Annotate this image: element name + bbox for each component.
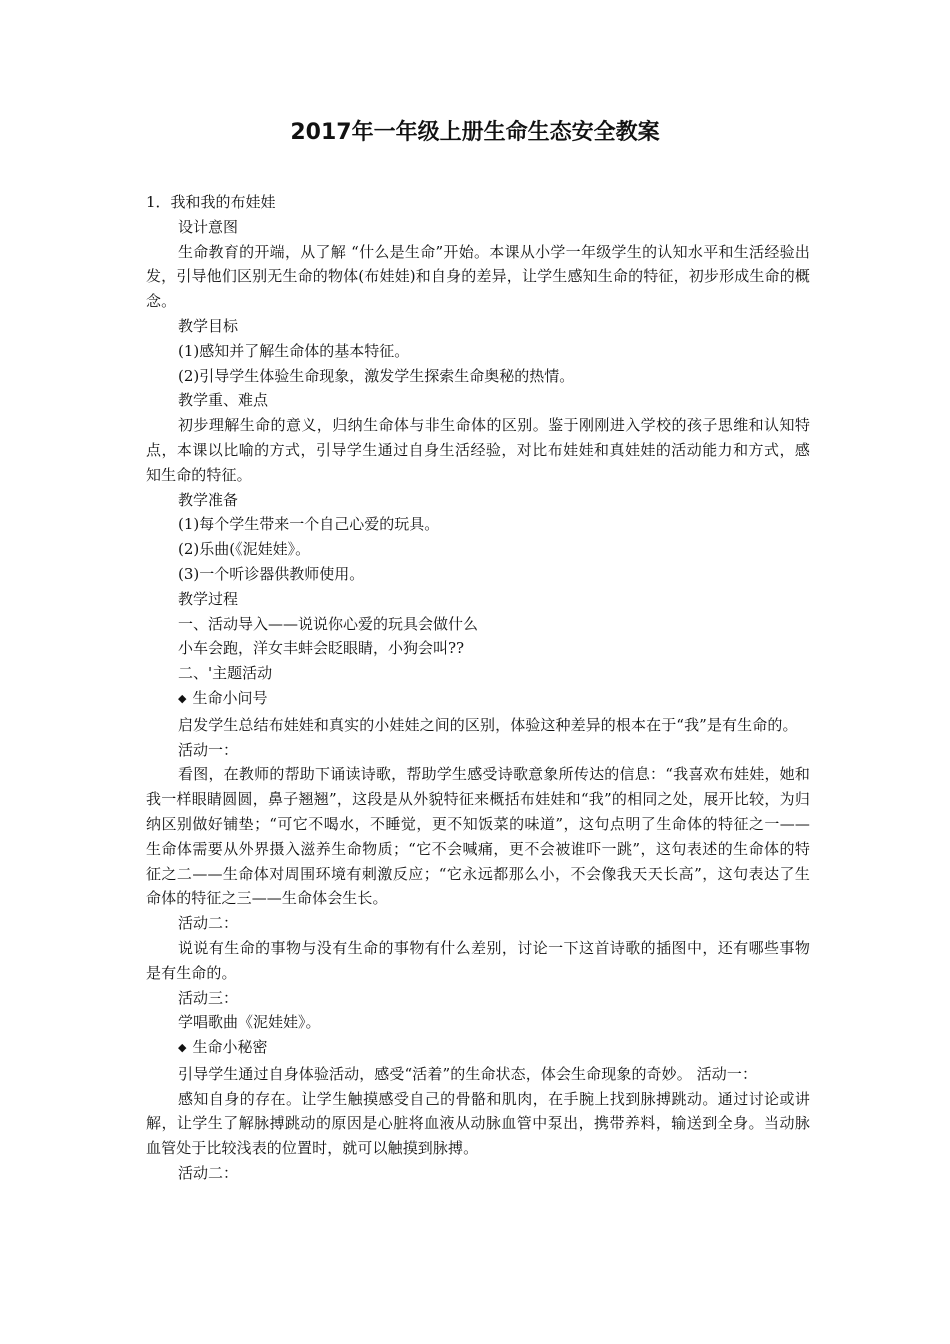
goal-item: (1)感知并了解生命体的基本特征。: [178, 341, 410, 360]
section-1-title: 生命小问号: [192, 688, 268, 707]
section-2-intro: 引导学生通过自身体验活动，感受“活着”的生命状态，体会生命现象的奇妙。 活动一：: [178, 1064, 758, 1083]
preparation-item: (3)一个听诊器供教师使用。: [178, 564, 365, 583]
diamond-bullet-icon: ◆: [178, 691, 187, 705]
section-1-heading: [146, 686, 810, 713]
diamond-bullet-icon: ◆: [178, 1041, 187, 1055]
section-1-intro: 启发学生总结布娃娃和真实的小娃娃之间的区别，体验这种差异的根本在于“我”是有生命的。: [178, 715, 798, 734]
section-1-activity-3-text: 学唱歌曲《泥娃娃》。: [178, 1013, 321, 1032]
section-1-activity-2-label: 活动二：: [178, 914, 239, 933]
lesson-heading: 1．我和我的布娃娃: [146, 193, 276, 211]
section-2-activity-1-text: 感知自身的存在。让学生触摸感受自己的骨骼和肌肉，在手腕上找到脉搏跳动。通过讨论或讲解，让学生了解脉搏跳动的原因是心脏将血液从动脉血管中泵出，携带养料，输送到全身。当动脉血管处于比较浅表的位置时，就可以触摸到脉搏。: [146, 1089, 810, 1158]
section-2-title: 生命小秘密: [192, 1038, 268, 1057]
section-1-activity-3-label: 活动三：: [178, 988, 239, 1007]
goal-item: (2)引导学生体验生命现象，激发学生探索生命奥秘的热情。: [178, 366, 575, 385]
preparation-label: 教学准备: [178, 490, 239, 509]
section-2-activity-2-label: 活动二：: [178, 1164, 239, 1183]
document-body: [146, 190, 810, 1186]
section-1-activity-2-text: 说说有生命的事物与没有生命的事物有什么差别，讨论一下这首诗歌的插图中，还有哪些事物是有生命的。: [146, 938, 810, 982]
process-step-2: 二、'主题活动: [178, 664, 273, 683]
preparation-item: (2)乐曲(《泥娃娃》。: [178, 540, 311, 559]
goals-label: 教学目标: [178, 316, 239, 335]
section-1-activity-1-label: 活动一：: [178, 740, 239, 759]
preparation-item: (1)每个学生带来一个自己心爱的玩具。: [178, 515, 440, 534]
process-step-1-text: 小车会跑，洋女丰蚌会眨眼睛，小狗会叫??: [178, 639, 465, 658]
process-label: 教学过程: [178, 589, 239, 608]
section-1-activity-1-text: 看图，在教师的帮助下诵读诗歌，帮助学生感受诗歌意象所传达的信息：“我喜欢布娃娃，她和我一样眼睛圆圆，鼻子翘翘”，这段是从外貌特征来概括布娃娃和“我”的相同之处，展开比较，为归纳区别做好铺垫；“可它不喝水，不睡觉，更不知饭菜的味道”，这句点明了生命体的特征之一——生命体需要从外界摄入滋养生命物质；“它不会喊痛，更不会被谁吓一跳”，这句表述的生命体的特征之二——生命体对周围环境有刺激反应；“它永远都那么小，不会像我天天长高”，这句表达了生命体的特征之三——生命体会生长。: [146, 765, 810, 908]
document-title: 2017年一年级上册生命生态安全教案: [290, 120, 660, 145]
key-points-text: 初步理解生命的意义，归纳生命体与非生命体的区别。鉴于刚刚进入学校的孩子思维和认知特点，本课以比喻的方式，引导学生通过自身生活经验，对比布娃娃和真娃娃的活动能力和方式，感知生命的特征。: [146, 416, 810, 484]
process-step-1: 一、活动导入——说说你心爱的玩具会做什么: [178, 614, 479, 633]
section-2-heading: [146, 1035, 810, 1062]
key-points-label: 教学重、难点: [178, 391, 269, 410]
design-intent-text: 生命教育的开端，从了解 “什么是生命”开始。本课从小学一年级学生的认知水平和生活经验出发，引导他们区别无生命的物体(布娃娃)和自身的差异，让学生感知生命的特征，初步形成生命的概念。: [146, 242, 810, 311]
design-intent-label: 设计意图: [178, 217, 239, 236]
